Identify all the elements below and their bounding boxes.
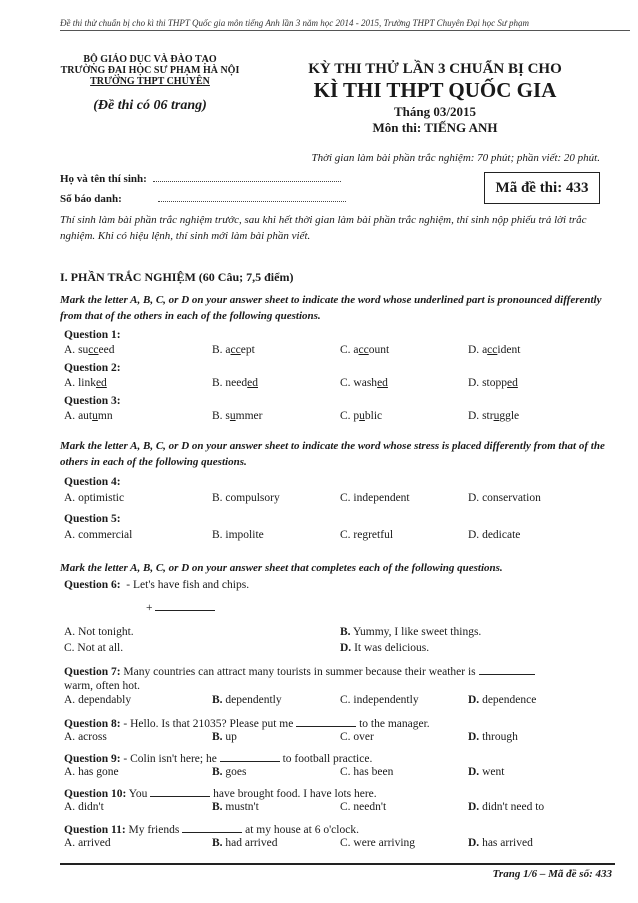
candidate-id-field[interactable] [158,192,346,202]
pages-note: (Đề thi có 06 trang) [93,98,207,113]
question-9-blank [220,751,280,762]
exam-code-box: Mã đề thi: 433 [484,172,600,204]
q5-option-c[interactable]: C. regretful [340,529,394,541]
q11-option-a[interactable]: A. arrived [64,837,111,849]
q11-option-c[interactable]: C. were arriving [340,837,416,849]
candidate-id-label: Số báo danh: [60,193,122,205]
candidate-name-field[interactable] [153,172,341,182]
q1-option-b[interactable]: B. accept [212,344,255,356]
q6-option-a[interactable]: A. Not tonight. [64,626,134,638]
question-6-label: Question 6: [64,579,121,591]
q9-option-b[interactable]: B. goes [212,766,247,778]
question-7-label: Question 7: [64,666,121,678]
q7-option-c[interactable]: C. independently [340,694,419,706]
organization-block [60,54,240,87]
candidate-id-row [60,192,346,205]
exam-date: Tháng 03/2015 [394,104,476,119]
question-10-blank [150,786,210,797]
q11-option-d[interactable]: D. has arrived [468,837,533,849]
directions-pronunciation: Mark the letter A, B, C, or D on your answer sheet to indicate the word whose underlined part is pronounced differently from that of the others in each of the following questions. [60,294,602,322]
candidate-name-row [60,172,341,185]
q1-option-c[interactable]: C. account [340,344,390,356]
question-7-stem2: warm, often hot. [64,680,141,692]
q4-option-a[interactable]: A. optimistic [64,492,125,504]
org-school: TRƯỜNG THPT CHUYÊN [90,76,210,87]
candidate-name-label: Họ và tên thí sinh: [60,173,147,185]
exam-title-line1: KỲ THI THỬ LẦN 3 CHUẨN BỊ CHO [308,61,562,77]
question-9: Question 9: - Colin isn't here; he to football practice. [64,753,373,765]
q9-option-d[interactable]: D. went [468,766,505,778]
question-7-stem: Many countries can attract many tourists in summer because their weather is [123,666,476,678]
question-2-label: Question 2: [64,362,121,374]
question-11-label: Question 11: [64,824,126,836]
q9-option-c[interactable]: C. has been [340,766,394,778]
question-10-label: Question 10: [64,788,127,800]
q3-option-d[interactable]: D. struggle [468,410,520,422]
top-divider [60,30,630,31]
q6-option-b[interactable]: B. Yummy, I like sweet things. [340,626,482,638]
question-7 [64,664,614,693]
org-university: TRƯỜNG ĐẠI HỌC SƯ PHẠM HÀ NỘI [60,65,240,76]
question-11: Question 11: My friends at my house at 6 o'clock. [64,824,359,836]
q8-option-a[interactable]: A. across [64,731,107,743]
question-8-label: Question 8: [64,718,121,730]
directions-complete: Mark the letter A, B, C, or D on your answer sheet that completes each of the following questions. [60,562,503,574]
question-6-blank [155,600,215,611]
q5-option-d[interactable]: D. dedicate [468,529,521,541]
question-6-stem: - Let's have fish and chips. [126,579,250,591]
question-7-blank [479,664,535,675]
question-9-label: Question 9: [64,753,121,765]
q2-option-d[interactable]: D. stopped [468,377,518,389]
exam-subject: Môn thi: TIẾNG ANH [372,120,498,135]
candidate-instructions: Thí sinh làm bài phần trắc nghiệm trước, sau khi hết thời gian làm bài phần trắc nghiệm, thí sinh nộp phiếu trả lời trắc nghiệm. Khi có hiệu lệnh, thí sinh mới làm bài phần viết. [60,214,587,242]
q5-option-b[interactable]: B. impolite [212,529,264,541]
q7-option-d[interactable]: D. dependence [468,694,537,706]
question-8: Question 8: - Hello. Is that 21035? Please put me to the manager. [64,718,430,730]
page-footer: Trang 1/6 – Mã đề số: 433 [492,868,612,880]
question-6 [64,578,614,592]
exam-title-block [270,60,600,136]
question-3-label: Question 3: [64,395,121,407]
question-6-reply: + [146,600,266,615]
question-4-label: Question 4: [64,476,121,488]
q11-option-b[interactable]: B. had arrived [212,837,278,849]
footer-divider [60,863,615,865]
q10-option-b[interactable]: B. mustn't [212,801,259,813]
q7-option-b[interactable]: B. dependently [212,694,282,706]
exam-title-line2: KÌ THI THPT QUỐC GIA [313,78,557,102]
directions-stress: Mark the letter A, B, C, or D on your answer sheet to indicate the word whose stress is placed differently from that of the others in each of the following questions. [60,440,605,468]
q6-option-c[interactable]: C. Not at all. [64,642,124,654]
question-1-label: Question 1: [64,329,121,341]
question-8-blank [296,716,356,727]
q4-option-d[interactable]: D. conservation [468,492,541,504]
q4-option-c[interactable]: C. independent [340,492,410,504]
q10-option-d[interactable]: D. didn't need to [468,801,545,813]
q2-option-c[interactable]: C. washed [340,377,388,389]
q9-option-a[interactable]: A. has gone [64,766,119,778]
exam-duration: Thời gian làm bài phần trắc nghiệm: 70 phút; phần viết: 20 phút. [311,152,600,164]
q8-option-c[interactable]: C. over [340,731,374,743]
question-11-blank [182,822,242,833]
question-5-label: Question 5: [64,513,121,525]
q1-option-a[interactable]: A. succeed [64,344,115,356]
q4-option-b[interactable]: B. compulsory [212,492,280,504]
org-ministry: BỘ GIÁO DỤC VÀ ĐÀO TẠO [83,54,217,65]
q10-option-c[interactable]: C. needn't [340,801,387,813]
top-note: Đề thi thử chuẩn bị cho kì thi THPT Quốc gia môn tiếng Anh lần 3 năm học 2014 - 2015, Trường THPT Chuyên Đại học Sư phạm [60,18,530,28]
q3-option-b[interactable]: B. summer [212,410,263,422]
q3-option-a[interactable]: A. autumn [64,410,113,422]
q6-option-d[interactable]: D. It was delicious. [340,642,430,654]
q7-option-a[interactable]: A. dependably [64,694,132,706]
q8-option-b[interactable]: B. up [212,731,237,743]
q1-option-d[interactable]: D. accident [468,344,521,356]
q3-option-c[interactable]: C. public [340,410,383,422]
question-10: Question 10: You have brought food. I have lots here. [64,788,377,800]
q8-option-d[interactable]: D. through [468,731,518,743]
q10-option-a[interactable]: A. didn't [64,801,104,813]
q2-option-a[interactable]: A. linked [64,377,107,389]
q5-option-a[interactable]: A. commercial [64,529,133,541]
q2-option-b[interactable]: B. needed [212,377,258,389]
section-title: I. PHẦN TRẮC NGHIỆM (60 Câu; 7,5 điểm) [60,270,294,284]
